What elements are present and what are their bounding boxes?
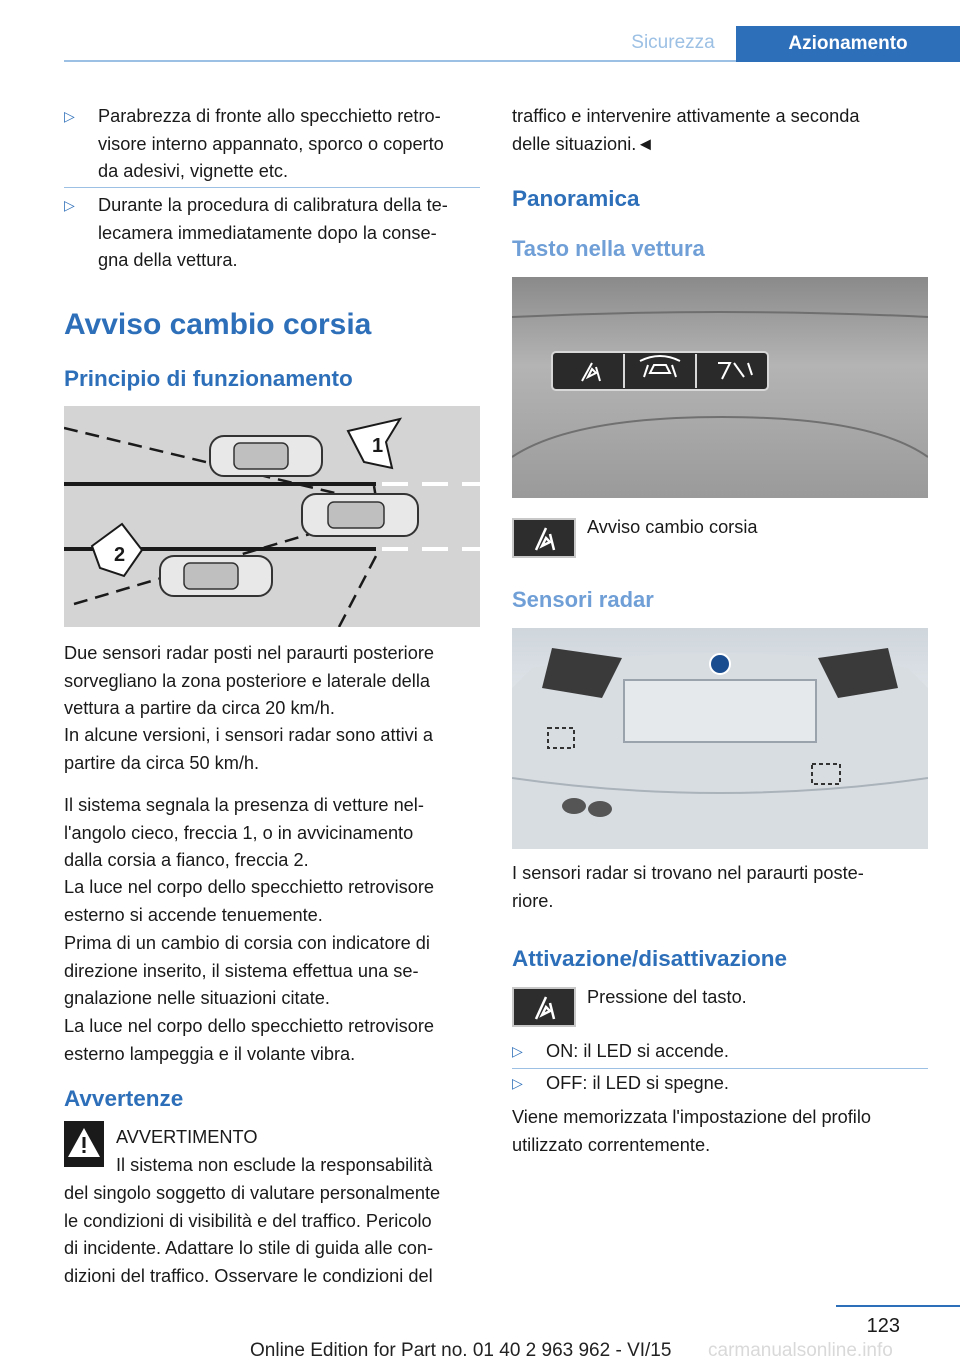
list-item [64, 192, 484, 275]
paragraph-continued: traffico e intervenire attivamente a seconda delle situazioni.◄ [512, 106, 860, 154]
car-own [302, 494, 418, 536]
arrow-2-label: 2 [114, 544, 126, 566]
arrow-1-icon [348, 419, 400, 468]
activation-heading: Attivazione/disattivazione [512, 946, 788, 971]
list-item [64, 103, 484, 186]
radar-sensors [512, 628, 928, 849]
car-blind-spot [210, 436, 322, 476]
lane-diagram-figure [64, 406, 480, 627]
paragraph: Due sensori radar posti nel paraurti posteriore sorvegliano la zona posteriore e laterale della vettura a partire da circa 20 km/h. [64, 643, 435, 718]
press-text: Pressione del tasto. [587, 987, 747, 1007]
list-item-text: Durante la procedura di calibratura della te- lecamera immediatamente dopo la conse- gna della vettura. [98, 195, 448, 270]
watermark: carmanualsonline.info [708, 1340, 893, 1361]
list-divider [64, 187, 480, 188]
warning-text: del singolo soggetto di valutare personalmente le condizioni di visibilità e del traffico. Pericolo di incidente. Adattare lo stile di guida alle con- dizioni del traffico. Osservare le condizioni del [64, 1183, 441, 1286]
list-item-text: OFF: il LED si spegne. [546, 1073, 729, 1093]
lane-line [64, 482, 376, 486]
paragraph: In alcune versioni, i sensori radar sono attivi a partire da circa 50 km/h. [64, 725, 433, 773]
radar-heading: Sensori radar [512, 587, 654, 612]
list-item [512, 1038, 932, 1066]
bullet-triangle-icon: ▷ [512, 1043, 523, 1059]
paragraph: La luce nel corpo dello specchietto retrovisore esterno lampeggia e il volante vibra. [64, 1016, 435, 1064]
lane-change-warning-button-icon [512, 518, 576, 558]
list-item-text: Parabrezza di fronte allo specchietto retro- visore interno appannato, sporco o coperto da adesivi, vignette etc. [98, 106, 444, 181]
bullet-triangle-icon: ▷ [64, 197, 75, 213]
arrow-1-label: 1 [372, 435, 384, 457]
subsection-title: Principio di funzionamento [64, 366, 353, 391]
header-tab-azionamento[interactable]: Azionamento [736, 26, 960, 62]
car-approaching [160, 556, 272, 596]
header-section-sicurezza[interactable]: Sicurezza [631, 32, 715, 53]
warning-triangle-icon [64, 1121, 104, 1167]
list-item [512, 1070, 932, 1098]
paragraph: Il sistema segnala la presenza di vetture nel- l'angolo cieco, freccia 1, o in avvicinamento dalla corsia a fianco, freccia 2. [64, 795, 424, 870]
page-number: 123 [866, 1315, 900, 1337]
warning-label: AVVERTIMENTO [116, 1127, 258, 1147]
warnings-heading: Avvertenze [64, 1086, 184, 1111]
list-divider [512, 1068, 928, 1069]
radar-text: I sensori radar si trovano nel paraurti poste- riore. [512, 863, 864, 911]
bullet-triangle-icon: ▷ [64, 108, 75, 124]
page-number-rule [836, 1305, 960, 1307]
button-panel [512, 277, 928, 498]
button-heading: Tasto nella vettura [512, 236, 705, 261]
arrow-2-icon [92, 524, 142, 576]
paragraph: Prima di un cambio di corsia con indicatore di direzione inserito, il sistema effettua una se- gnalazione nelle situazioni citate. [64, 933, 430, 1008]
bullet-triangle-icon: ▷ [512, 1075, 523, 1091]
memory-text: Viene memorizzata l'impostazione del profilo utilizzato correntemente. [512, 1107, 871, 1155]
list-item-text: ON: il LED si accende. [546, 1041, 729, 1061]
overview-heading: Panoramica [512, 186, 640, 211]
paragraph: La luce nel corpo dello specchietto retrovisore esterno si accende tenuemente. [64, 877, 435, 925]
edition-footer: Online Edition for Part no. 01 40 2 963 962 - VI/15 [250, 1340, 672, 1361]
warning-text-first-line: Il sistema non esclude la responsabilità [116, 1155, 433, 1175]
lane-diagram [64, 406, 480, 627]
lane-change-warning-button-icon [512, 987, 576, 1027]
button-panel-figure [512, 277, 928, 498]
button-caption: Avviso cambio corsia [587, 517, 758, 537]
section-title: Avviso cambio corsia [64, 308, 372, 341]
radar-sensors-figure [512, 628, 928, 849]
